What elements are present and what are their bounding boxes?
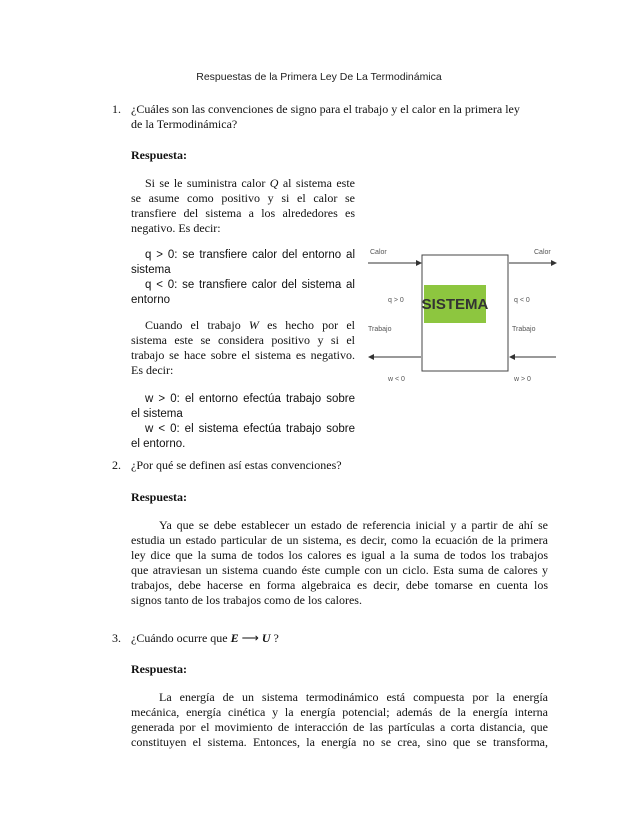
q2-line-2: estudia un estado particular de un sistema, es decir, como la ecuación de la primera — [131, 533, 548, 547]
q3-line-2: mecánica, energía cinética y la energía potencial; además de la energía interna — [131, 705, 548, 719]
w-positive-line-a: w > 0: el entorno efectúa trabajo sobre — [145, 393, 355, 405]
question-3-number: 3. — [112, 631, 121, 645]
w-right-label: w > 0 — [514, 376, 531, 383]
question-1-paragraph-2 — [131, 318, 355, 378]
q2-line-6: signos tanto de los trabajos como de los calores. — [131, 593, 362, 607]
q-positive-line-a: q > 0: se transfiere calor del entorno al — [145, 249, 355, 261]
q1-p2-line-4: Es decir: — [131, 363, 174, 377]
w-left-label: w < 0 — [388, 376, 405, 383]
question-1-line-1: ¿Cuáles son las convenciones de signo para el trabajo y el calor en la primera ley — [131, 102, 520, 116]
system-label: SISTEMA — [421, 296, 489, 313]
q2-line-3: ley dice que la suma de todos los calores es igual a la suma de todos los trabajos — [131, 548, 548, 562]
w-positive-line-b: el sistema — [131, 408, 183, 420]
question-2-number: 2. — [112, 458, 121, 472]
question-3-text-post: ? — [270, 631, 279, 645]
question-3-answer — [131, 690, 548, 750]
sign-convention-diagram — [364, 239, 560, 387]
q-right-label: q < 0 — [514, 297, 530, 304]
work-left-label: Trabajo — [368, 326, 392, 333]
q2-line-5: trabajos, debe hacerse en forma algebraica es decir, debe tomarse en cuenta los — [131, 578, 548, 592]
q1-p2-line-1: Cuando el trabajo W es hecho por el — [145, 318, 355, 332]
question-1-w-signs — [131, 392, 355, 452]
work-right-label: Trabajo — [512, 326, 536, 333]
energy-symbol-u: U — [261, 631, 271, 645]
heat-left-label: Calor — [370, 249, 387, 256]
question-2-text: ¿Por qué se definen así estas convenciones? — [131, 458, 342, 472]
q2-line-1: Ya que se debe establecer un estado de referencia inicial y a partir de ahí se — [159, 518, 548, 532]
q-negative-line-b: entorno — [131, 294, 171, 306]
w-negative-line-a: w < 0: el sistema efectúa trabajo sobre — [145, 423, 355, 435]
question-3-text — [131, 631, 279, 646]
question-1-paragraph-1 — [131, 176, 355, 236]
question-1-number: 1. — [112, 102, 121, 116]
q-negative-line-a: q < 0: se transfiere calor del sistema al — [145, 279, 355, 291]
q1-p2-line-2: sistema este se considera positivo y si el — [131, 333, 355, 347]
question-1-response-label: Respuesta: — [131, 148, 187, 162]
q1-p1-line-4: negativo. Es decir: — [131, 221, 221, 235]
q1-p2-line-3: trabajo se hace sobre el sistema es negativo. — [131, 348, 355, 362]
q3-line-1: La energía de un sistema termodinámico está compuesta por la energía — [159, 690, 548, 704]
question-3-response-label: Respuesta: — [131, 662, 187, 676]
energy-symbol-e: E — [230, 631, 239, 645]
question-2-response-label: Respuesta: — [131, 490, 187, 504]
q3-line-3: generada por el movimiento de interacción de las partículas a corta distancia, que — [131, 720, 548, 734]
question-3-text-pre: ¿Cuándo ocurre que — [131, 631, 231, 645]
q3-line-4: constituyen el sistema. Entonces, la energía no se crea, sino que se transforma, — [131, 735, 548, 749]
q-positive-line-b: sistema — [131, 264, 171, 276]
q-left-label: q > 0 — [388, 297, 404, 304]
question-1-line-2: de la Termodinámica? — [131, 117, 238, 131]
q2-line-4: que atraviesan un sistema cuando éste cumple con un ciclo. Esta suma de calores y — [131, 563, 548, 577]
q1-p1-line-3: transfiere del sistema a los alrededores es — [131, 206, 355, 220]
q1-p1-line-2: se asume como positivo y si el calor se — [131, 191, 355, 205]
transform-arrow-icon: ⟶ — [241, 631, 259, 645]
sign-convention-svg — [364, 239, 560, 387]
document-title: Respuestas de la Primera Ley De La Termodinámica — [196, 71, 442, 83]
question-1-q-signs — [131, 248, 355, 308]
heat-right-label: Calor — [534, 249, 551, 256]
q1-p1-line-1: Si se le suministra calor Q al sistema este — [145, 176, 355, 190]
w-negative-line-b: el entorno. — [131, 438, 186, 450]
question-2-answer — [131, 518, 548, 608]
